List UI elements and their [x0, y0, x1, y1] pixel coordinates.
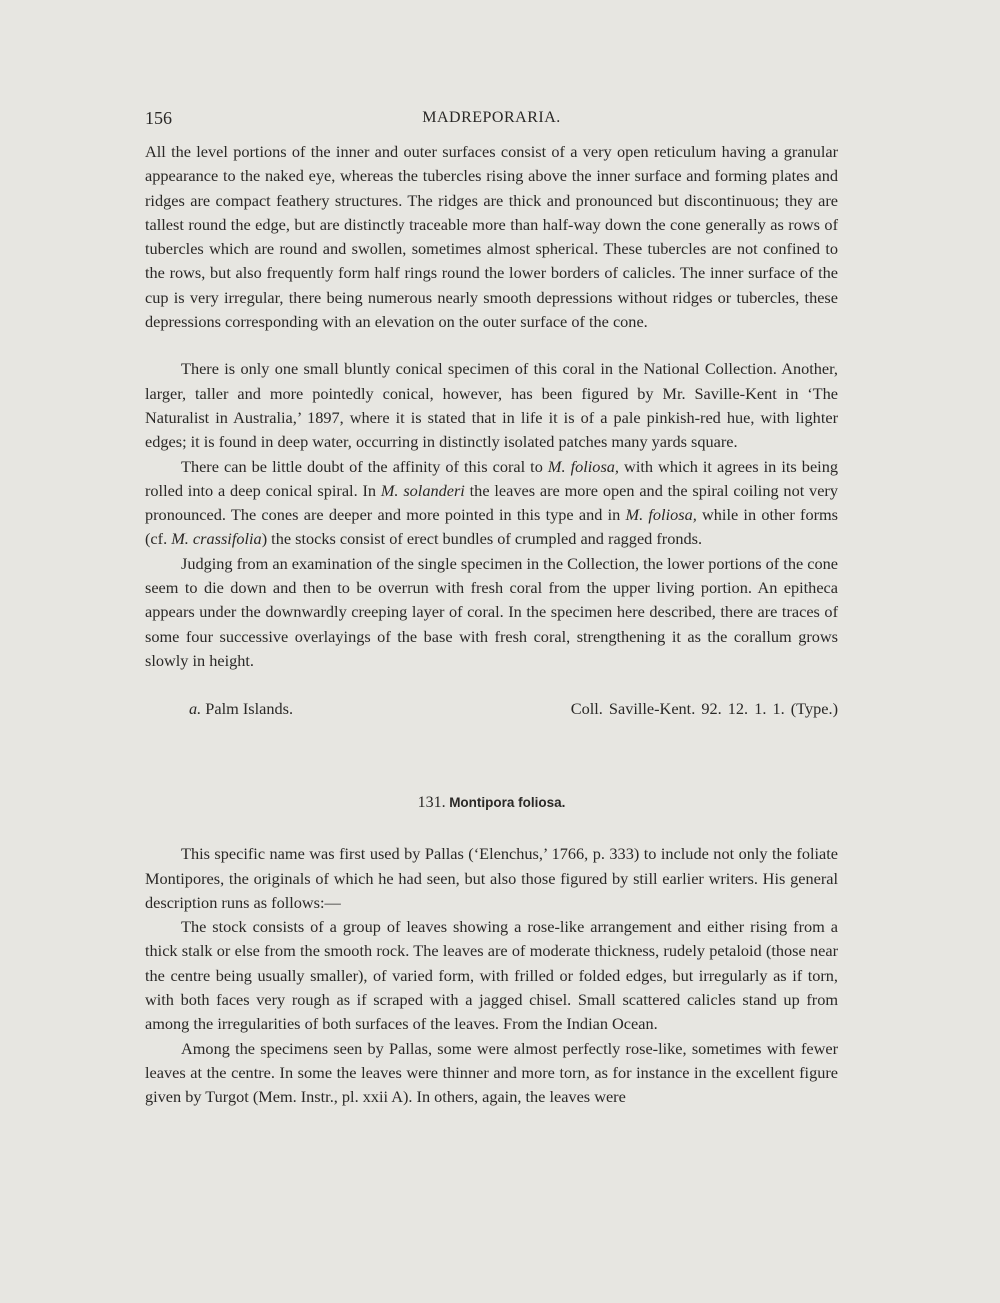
species-name: Montipora foliosa.: [449, 795, 566, 811]
paragraph-5: This specific name was first used by Pallas (‘Elenchus,’ 1766, p. 333) to include not only the foliate Montipores, the originals of which he had seen, but also those figured by still earlier writers. His general description runs as follows:—: [145, 844, 838, 912]
specimen-locality-text: Palm Islands.: [201, 699, 294, 719]
section-gap: [145, 771, 838, 791]
body-text: [145, 140, 838, 673]
paragraph-3-text-d: while in other forms (cf.: [145, 505, 839, 549]
running-head: MADREPORARIA.: [422, 109, 561, 126]
taxon-name: M. crassifolia: [171, 529, 262, 549]
paragraph-3: [145, 455, 838, 552]
taxon-name: M. foliosa,: [547, 456, 619, 476]
section-gap: [145, 815, 838, 842]
section-gap: [145, 721, 838, 771]
species-heading: [145, 791, 838, 815]
paragraph-1: All the level portions of the inner and outer surfaces consist of a very open reticulum having a granular appearance to the naked eye, whereas the tubercles rising above the inner surface and forming plates and ridges are compact feathery structures. The ridges are thick and pronounced but discontinuous; they are tallest round the edge, but are distinctly traceable more than half-way down the cone generally as rows of tubercles which are round and swollen, sometimes almost spherical. These tubercles are not confined to the rows, but also frequently form half rings round the lower borders of calicles. The inner surface of the cup is very irregular, there being numerous nearly smooth depressions without ridges or tubercles, these depressions corresponding with an elevation on the outer surface of the cone.: [145, 142, 838, 332]
section-gap: [145, 673, 838, 697]
page-number: 156: [145, 108, 172, 128]
paragraph-6: The stock consists of a group of leaves showing a rose-like arrangement and either rising from a thick stalk or else from the smooth rock. The leaves are of moderate thickness, rudely petaloid (those near the centre being usually smaller), of varied form, with frilled or folded edges, but irregularly as if torn, with both faces very rough as if scraped with a jagged chisel. Small scattered calicles stand up from among the irregularities of both surfaces of the leaves. From the Indian Ocean.: [145, 917, 838, 1034]
species-number: 131.: [417, 794, 446, 812]
paragraph-3-text-b: with which it agrees in its being rolled into a deep conical spiral. In: [145, 456, 838, 500]
page-header: [145, 100, 838, 140]
specimen-locality: [189, 697, 293, 721]
taxon-name: M. solanderi: [380, 480, 465, 500]
taxon-name: M. foliosa,: [625, 505, 697, 525]
specimen-collection: Coll. Saville-Kent. 92. 12. 1. 1. (Type.): [570, 699, 838, 719]
body-text-2: [145, 842, 838, 1109]
specimen-entry: [145, 697, 838, 721]
paragraph-3-text-e: ) the stocks consist of erect bundles of crumpled and ragged fronds.: [261, 529, 703, 549]
specimen-letter: a.: [189, 699, 202, 719]
paragraph-4: Judging from an examination of the single specimen in the Collection, the lower portions of the cone seem to die down and then to be overrun with fresh coral from the upper living portion. An epitheca appears under the downwardly creeping layer of coral. In the specimen here described, there are traces of some four successive overlayings of the base with fresh coral, strengthening it as the corallum grows slowly in height.: [145, 553, 838, 670]
paragraph-3-text-c: the leaves are more open and the spiral coiling not very pronounced. The cones are deeper and more pointed in this type and in: [145, 480, 838, 525]
paragraph-7: Among the specimens seen by Pallas, some were almost perfectly rose-like, sometimes with fewer leaves at the centre. In some the leaves were thinner and more torn, as for instance in the excellent figure given by Turgot (Mem. Instr., pl. xxii A). In others, again, the leaves were: [145, 1038, 838, 1107]
paragraph-2: There is only one small bluntly conical specimen of this coral in the National Collection. Another, larger, taller and more pointedly conical, however, has been figured by Mr. Saville-Kent in ‘The Naturalist in Australia,’ 1897, where it is stated that in life it is of a pale pinkish-red hue, with lighter edges; it is found in deep water, occurring in distinctly isolated patches many yards square.: [145, 359, 838, 452]
paragraph-3-text-a: There can be little doubt of the affinity of this coral to: [181, 456, 548, 476]
page: [145, 100, 838, 1280]
paragraph-gap: [145, 334, 838, 357]
